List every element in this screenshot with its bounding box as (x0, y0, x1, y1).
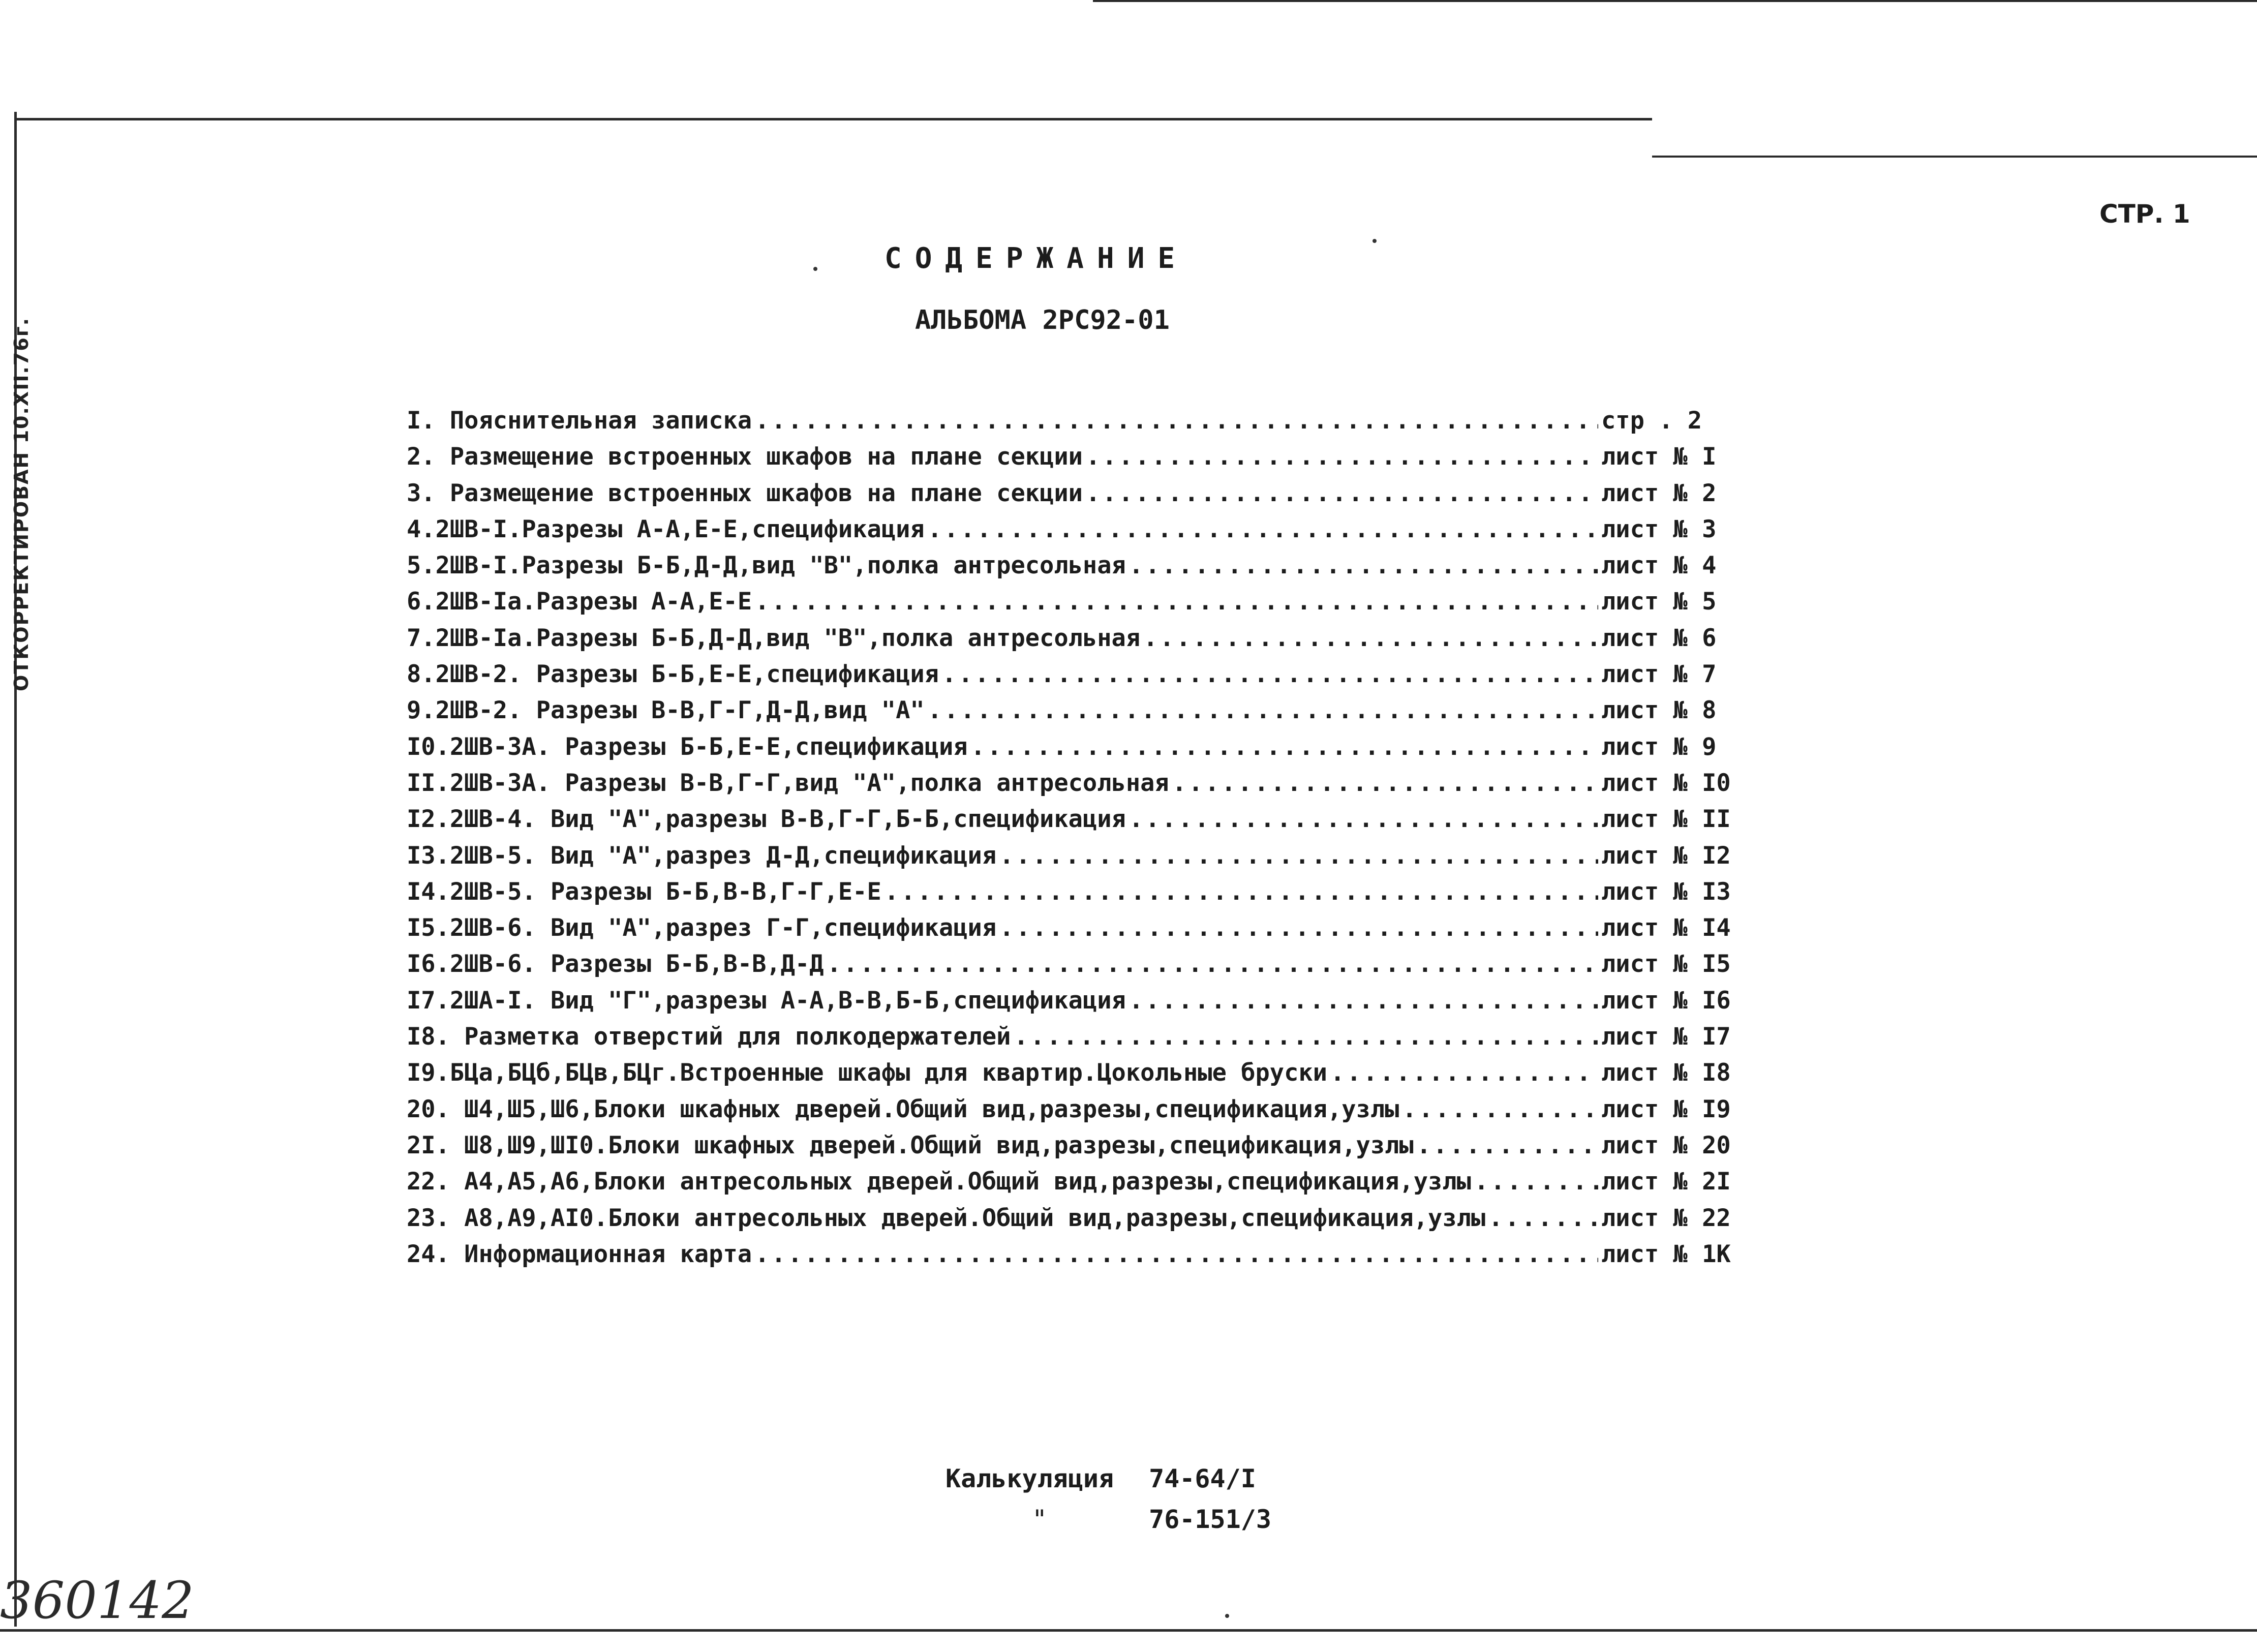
toc-entry-sheet: лист № I (1601, 443, 1717, 471)
toc-entry-sheet: лист № I5 (1601, 950, 1731, 978)
toc-leader-dots (1474, 1168, 1598, 1196)
calculation-block (946, 1464, 1271, 1545)
toc-row (407, 1023, 1731, 1059)
toc-leader-dots (1014, 1023, 1598, 1051)
toc-entry-title: 9.2ШВ-2. Разрезы В-В,Г-Г,Д-Д,вид "А" (407, 696, 925, 725)
toc-entry-title: 3. Размещение встроенных шкафов на плане секции (407, 479, 1083, 507)
toc-entry-sheet: лист № 20 (1601, 1131, 1731, 1159)
scan-speck (1225, 1614, 1229, 1618)
toc-leader-dots (1330, 1059, 1598, 1087)
toc-row (407, 1095, 1731, 1131)
toc-row (407, 443, 1728, 479)
toc-entry-title: 24. Информационная карта (407, 1240, 752, 1268)
toc-entry-title: 20. Ш4,Ш5,Ш6,Блоки шкафных дверей.Общий вид,разрезы,спецификация,узлы (407, 1095, 1399, 1123)
toc-leader-dots (755, 588, 1598, 616)
toc-entry-sheet: лист № 22 (1601, 1204, 1731, 1232)
toc-entry-title: 5.2ШВ-I.Разрезы Б-Б,Д-Д,вид "В",полка антресольная (407, 552, 1126, 580)
toc-row (407, 515, 1728, 552)
toc-leader-dots (1129, 987, 1598, 1015)
toc-leader-dots (942, 660, 1598, 688)
toc-entry-title: I5.2ШВ-6. Вид "А",разрез Г-Г,спецификация (407, 914, 997, 942)
calculation-label: Калькуляция (946, 1464, 1114, 1493)
handwritten-archive-number: 360142 (0, 1571, 194, 1630)
toc-row (407, 877, 1731, 914)
toc-entry-title: 8.2ШВ-2. Разрезы Б-Б,Е-Е,спецификация (407, 660, 939, 689)
toc-entry-sheet: лист № 9 (1601, 732, 1717, 761)
scan-speck (1372, 239, 1377, 243)
toc-row (407, 696, 1728, 732)
toc-leader-dots (1402, 1095, 1598, 1123)
toc-entry-title: I. Пояснительная записка (407, 407, 752, 435)
toc-entry-title: I4.2ШВ-5. Разрезы Б-Б,В-В,Г-Г,Е-Е (407, 877, 881, 906)
toc-entry-sheet: лист № II (1601, 805, 1731, 834)
toc-entry-sheet: лист № 2I (1601, 1168, 1731, 1196)
toc-entry-title: 6.2ШВ-Iа.Разрезы А-А,Е-Е (407, 588, 752, 616)
ditto-mark: " (1031, 1505, 1048, 1534)
toc-entry-title: 23. А8,А9,АI0.Блоки антресольных дверей.Общий вид,разрезы,спецификация,узлы (407, 1204, 1486, 1232)
toc-entry-title: I8. Разметка отверстий для полкодержателей (407, 1023, 1011, 1051)
toc-entry-title: 2I. Ш8,Ш9,ШI0.Блоки шкафных дверей.Общий вид,разрезы,спецификация,узлы (407, 1131, 1414, 1159)
toc-leader-dots (999, 842, 1598, 870)
toc-row (407, 950, 1731, 986)
toc-row (407, 841, 1731, 878)
toc-entry-sheet: лист № 3 (1601, 515, 1717, 543)
toc-row (407, 769, 1731, 805)
toc-entry-sheet: лист № 5 (1601, 588, 1717, 616)
toc-row (407, 805, 1731, 841)
page-number: СТР. 1 (2099, 199, 2190, 229)
toc-leader-dots (928, 696, 1598, 724)
toc-leader-dots (884, 878, 1598, 906)
calculation-value-2: 76-151/3 (1149, 1505, 1271, 1534)
toc-row (407, 1240, 1731, 1276)
toc-entry-sheet: стр . 2 (1601, 407, 1702, 435)
table-of-contents (407, 407, 1731, 1276)
toc-entry-title: I0.2ШВ-3А. Разрезы Б-Б,Е-Е,спецификация (407, 732, 968, 761)
toc-leader-dots (1417, 1131, 1598, 1159)
toc-entry-title: I2.2ШВ-4. Вид "А",разрезы В-В,Г-Г,Б-Б,спецификация (407, 805, 1126, 834)
toc-leader-dots (755, 1240, 1598, 1268)
toc-row (407, 552, 1728, 588)
toc-entry-title: I3.2ШВ-5. Вид "А",разрез Д-Д,спецификация (407, 841, 997, 870)
toc-entry-sheet: лист № I6 (1601, 986, 1731, 1015)
bottom-border-line (0, 1629, 2257, 1632)
scan-speck (813, 267, 817, 271)
toc-row (407, 479, 1728, 515)
toc-row (407, 1204, 1731, 1240)
toc-entry-sheet: лист № 2 (1601, 479, 1717, 507)
top-border-line-right (1652, 156, 2257, 158)
toc-entry-title: I9.БЦа,БЦб,БЦв,БЦг.Встроенные шкафы для квартир.Цокольные бруски (407, 1059, 1327, 1087)
toc-leader-dots (1143, 624, 1598, 652)
toc-leader-dots (827, 950, 1598, 978)
toc-entry-sheet: лист № 6 (1601, 624, 1717, 652)
toc-row (407, 914, 1731, 950)
toc-leader-dots (1086, 443, 1598, 471)
toc-leader-dots (1129, 552, 1598, 579)
toc-leader-dots (1129, 805, 1598, 833)
toc-entry-sheet: лист № 8 (1601, 696, 1717, 725)
toc-entry-sheet: лист № I8 (1601, 1059, 1731, 1087)
toc-row (407, 407, 1728, 443)
toc-entry-sheet: лист № I9 (1601, 1095, 1731, 1123)
toc-entry-title: 22. А4,А5,А6,Блоки антресольных дверей.Общий вид,разрезы,спецификация,узлы (407, 1168, 1471, 1196)
toc-row (407, 624, 1728, 660)
toc-row (407, 986, 1731, 1023)
toc-leader-dots (928, 515, 1598, 543)
toc-leader-dots (971, 733, 1598, 761)
document-subtitle: АЛЬБОМА 2РС92-01 (915, 305, 1170, 335)
toc-entry-title: I7.2ША-I. Вид "Г",разрезы А-А,В-В,Б-Б,спецификация (407, 986, 1126, 1015)
top-scan-line (1093, 0, 2257, 2)
toc-leader-dots (1086, 479, 1598, 507)
toc-row (407, 1168, 1731, 1204)
toc-row (407, 660, 1728, 696)
toc-leader-dots (755, 407, 1598, 435)
toc-entry-title: 7.2ШВ-Iа.Разрезы Б-Б,Д-Д,вид "В",полка антресольная (407, 624, 1141, 652)
toc-leader-dots (999, 914, 1598, 942)
toc-entry-title: I6.2ШВ-6. Разрезы Б-Б,В-В,Д-Д (407, 950, 824, 978)
toc-entry-sheet: лист № I7 (1601, 1023, 1731, 1051)
toc-leader-dots (1488, 1204, 1598, 1232)
toc-entry-sheet: лист № I2 (1601, 841, 1731, 870)
toc-row (407, 733, 1728, 769)
toc-leader-dots (1172, 769, 1598, 797)
toc-row (407, 588, 1728, 624)
correction-stamp: ОТКОРРЕКТИРОВАН 10.ХII.76г. (10, 317, 33, 691)
calculation-value-1: 74-64/I (1149, 1464, 1256, 1493)
document-title: СОДЕРЖАНИЕ (884, 242, 1188, 275)
toc-entry-title: 4.2ШВ-I.Разрезы А-А,Е-Е,спецификация (407, 515, 925, 543)
toc-entry-title: 2. Размещение встроенных шкафов на плане секции (407, 443, 1083, 471)
top-border-line (15, 118, 1652, 120)
toc-entry-sheet: лист № I0 (1601, 769, 1731, 797)
toc-entry-sheet: лист № 1К (1601, 1240, 1731, 1268)
toc-entry-sheet: лист № 4 (1601, 552, 1717, 580)
toc-entry-sheet: лист № I3 (1601, 877, 1731, 906)
toc-row (407, 1131, 1731, 1168)
toc-entry-sheet: лист № 7 (1601, 660, 1717, 689)
toc-row (407, 1059, 1731, 1095)
toc-entry-sheet: лист № I4 (1601, 914, 1731, 942)
toc-entry-title: II.2ШВ-3А. Разрезы В-В,Г-Г,вид "А",полка антресольная (407, 769, 1169, 797)
